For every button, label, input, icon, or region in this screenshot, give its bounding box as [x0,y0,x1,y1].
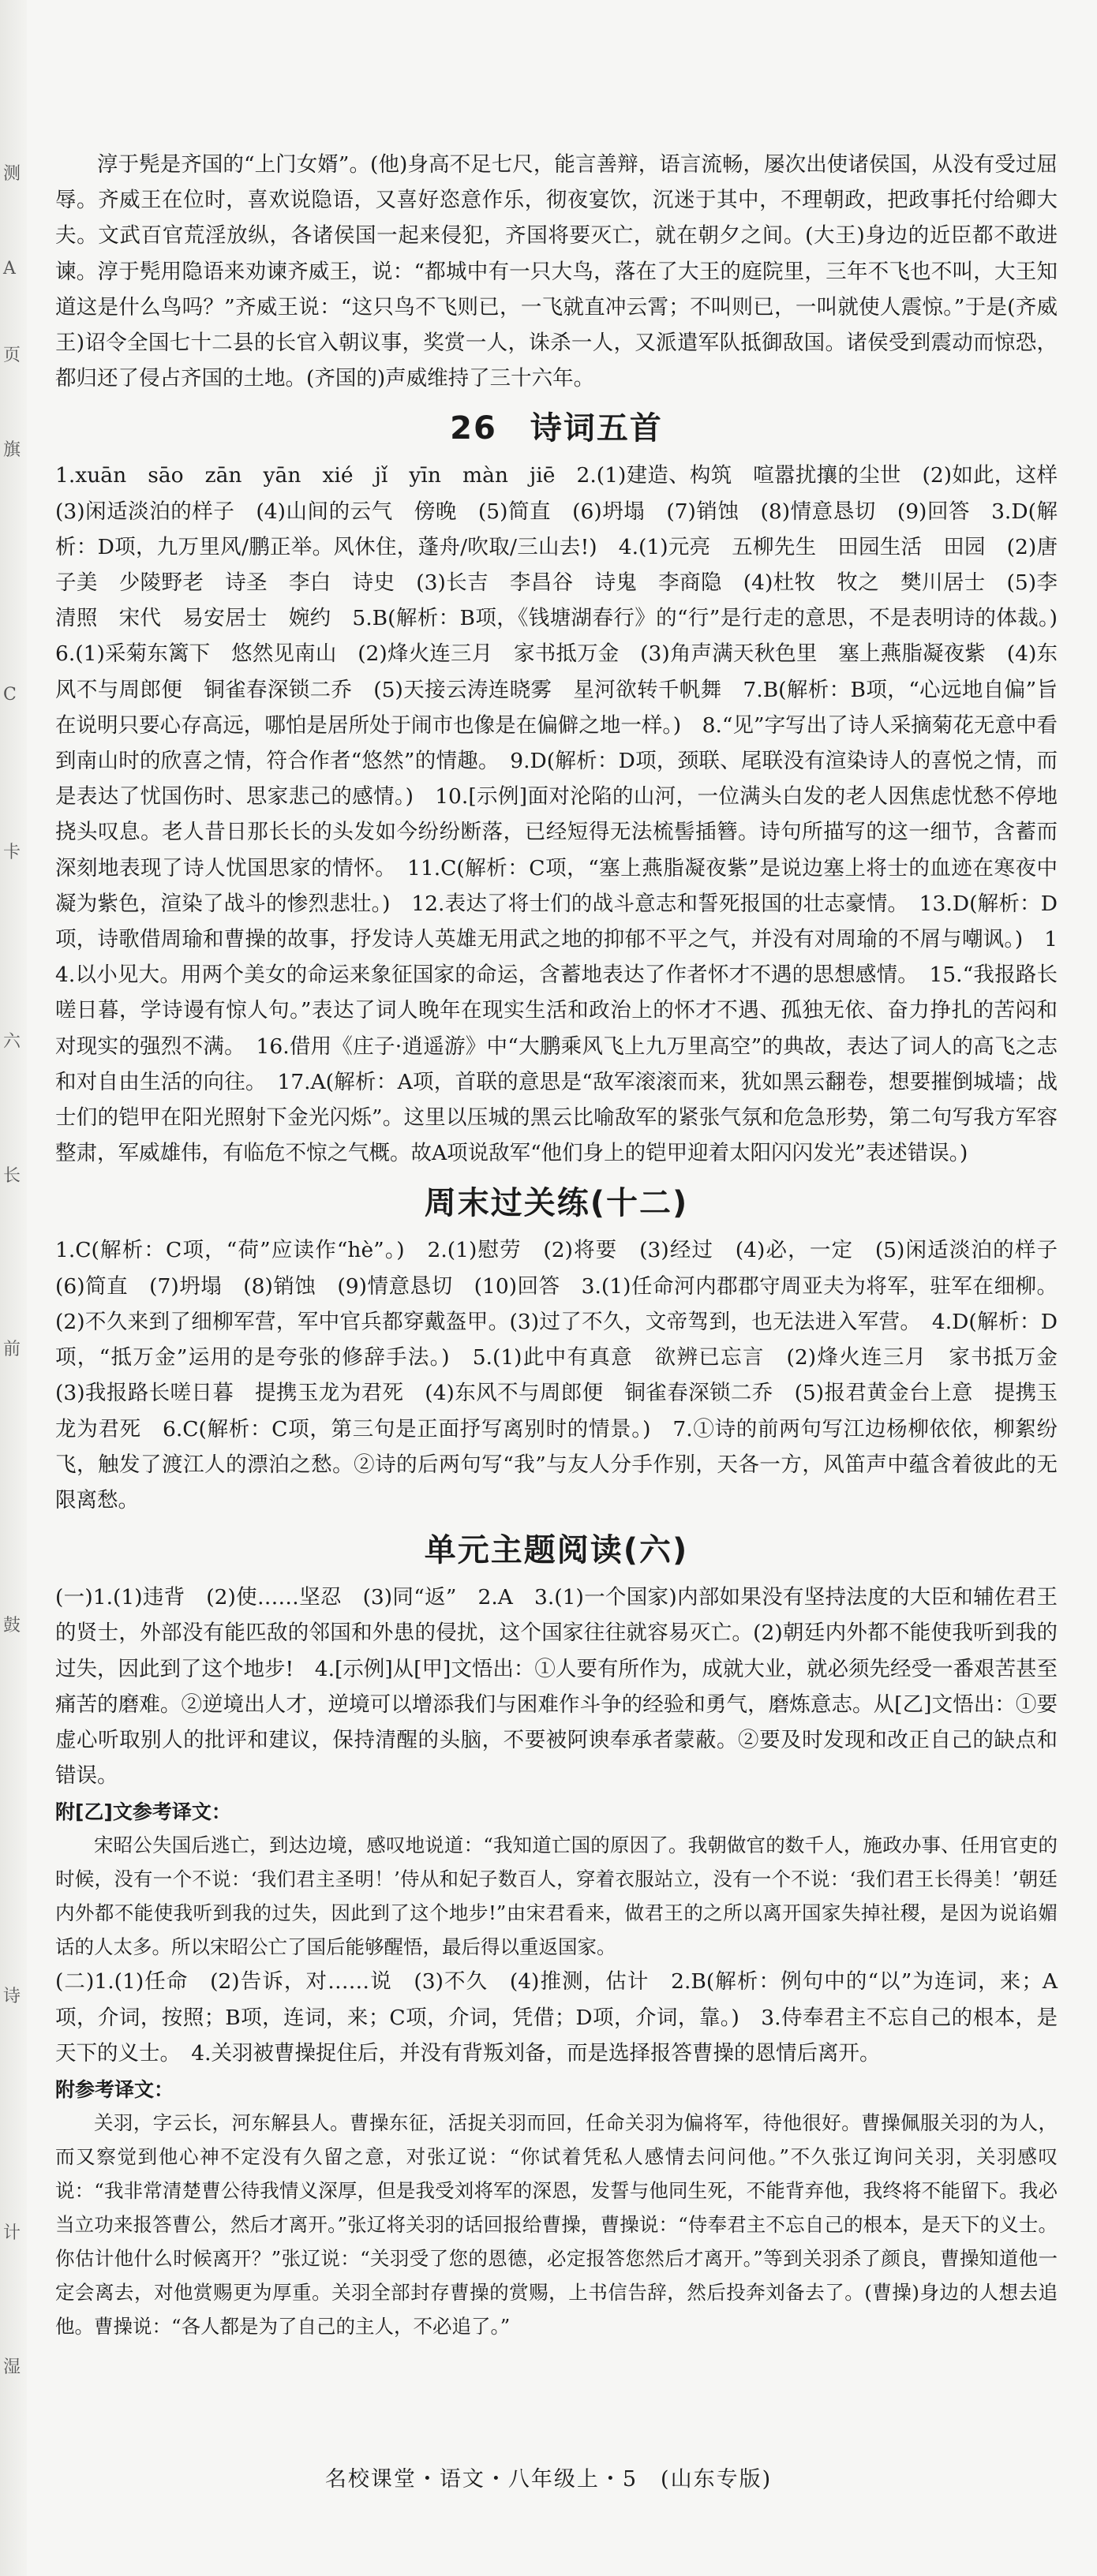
answers-unit-reading-part2: (二)1.(1)任命 (2)告诉，对……说 (3)不久 (4)推测，估计 2.B(解析：例句中的“以”为连词，来；A项，介词，按照；B项，连词，来；C项，介词，凭借；D项，介词，靠。) 3.侍奉君主不忘自己的根本，是天下的义士。 4.关羽被曹操捉住后，并没有背叛刘备，而是选择报答曹操的恩情后离开。 [55,1969,1058,2066]
section-title-weekend-practice: 周末过关练(十二) [424,1185,689,1222]
section-title-poems: 26 诗词五首 [450,410,663,447]
translation-yi: 宋昭公失国后逃亡，到达边境，感叹地说道：“我知道亡国的原因了。我朝做官的数千人，施政办事、任用官吏的时候，没有一个不说：‘我们君主圣明！’侍从和妃子数百人，穿着衣服站立，没有一个不说：‘我们君王长得美！’朝廷内外都不能使我听到我的过失，因此到了这个地步!”由宋君看来，做君王的之所以离开国家失掉社稷，是因为说谄媚话的人太多。所以宋昭公亡了国后能够醒悟，最后得以重返国家。 [55,1834,1058,1959]
translation-paragraph-chunyukun: 淳于髡是齐国的“上门女婿”。(他)身高不足七尺，能言善辩，语言流畅，屡次出使诸侯国，从没有受过屈辱。齐威王在位时，喜欢说隐语，又喜好恣意作乐，彻夜宴饮，沉迷于其中，不理朝政，把政事托付给卿大夫。文武百官荒淫放纵，各诸侯国一起来侵犯，齐国将要灭亡，就在朝夕之间。(大王)身边的近臣都不敢进谏。淳于髡用隐语来劝谏齐威王，说：“都城中有一只大鸟，落在了大王的庭院里，三年不飞也不叫，大王知道这是什么鸟吗？”齐威王说：“这只鸟不飞则已，一飞就直冲云霄；不叫则已，一叫就使人震惊。”于是(齐威王)诏令全国七十二县的长官入朝议事，奖赏一人，诛杀一人，又派遣军队抵御敌国。诸侯受到震动而惊恐，都归还了侵占齐国的土地。(齐国的)声威维持了三十六年。 [55,152,1058,391]
answers-unit-reading-part1: (一)1.(1)违背 (2)使……坚忍 (3)同“返” 2.A 3.(1)一个国家)内部如果没有坚持法度的大臣和辅佐君王的贤士，外部没有能匹敌的邻国和外患的侵扰，这个国家往往就容易灭亡。(2)朝廷内外都不能使我听到我的过失，因此到了这个地步! 4.[示例]从[甲]文悟出：①人要有所作为，成就大业，就必须先经受一番艰苦甚至痛苦的磨难。②逆境出人才，逆境可以增添我们与困难作斗争的经验和勇气，磨炼意志。从[乙]文悟出：①要虚心听取别人的批评和建议，保持清醒的头脑，不要被阿谀奉承者蒙蔽。②要及时发现和改正自己的缺点和错误。 [55,1585,1058,1789]
translation-heading-guanyu: 附参考译文： [55,2077,174,2101]
section-title-unit-reading: 单元主题阅读(六) [424,1532,689,1569]
answers-weekend-practice: 1.C(解析：C项，“荷”应读作“hè”。) 2.(1)慰劳 (2)将要 (3)经过 (4)必，一定 (5)闲适淡泊的样子 (6)简直 (7)坍塌 (8)销蚀 (9)情意恳切 (10)回答 3.(1)任命河内郡郡守周亚夫为将军，驻军在细柳。(2)不久来到了细柳军营，军中官兵都穿戴盔甲。(3)过了不久，文帝驾到，也无法进入军营。 4.D(解析：D项，“抵万金”运用的是夸张的修辞手法。) 5.(1)此中有真意 欲辨已忘言 (2)烽火连三月 家书抵万金 (3)我报路长嗟日暮 提携玉龙为君死 (4)东风不与周郎便 铜雀春深锁二乔 (5)报君黄金台上意 提携玉龙为君死 6.C(解析：C项，第三句是正面抒写离别时的情景。) 7.①诗的前两句写江边杨柳依依，柳絮纷飞，触发了渡江人的漂泊之愁。②诗的后两句写“我”与友人分手作别，天各一方，风笛声中蕴含着彼此的无限离愁。 [55,1238,1079,1512]
translation-heading-yi: 附[乙]文参考译文： [55,1800,231,1824]
translation-guanyu: 关羽，字云长，河东解县人。曹操东征，活捉关羽而回，任命关羽为偏将军，待他很好。曹操佩服关羽的为人，而又察觉到他心神不定没有久留之意，对张辽说：“你试着凭私人感情去问问他。”不久张辽询问关羽，关羽感叹说：“我非常清楚曹公待我情义深厚，但是我受刘将军的深恩，发誓与他同生死，不能背弃他，我终将不能留下。我必当立功来报答曹公，然后才离开。”张辽将关羽的话回报给曹操，曹操说：“侍奉君主不忘自己的根本，是天下的义士。你估计他什么时候离开？”张辽说：“关羽受了您的恩德，必定报答您然后才离开。”等到关羽杀了颜良，曹操知道他一定会离去，对他赏赐更为厚重。关羽全部封存曹操的赏赐，上书信告辞，然后投奔刘备去了。(曹操)身边的人想去追他。曹操说：“各人都是为了自己的主人，不必追了。” [55,2111,1058,2338]
binding-margin-bleed: 测 A 页 旗 C 卡 六 长 前 鼓 诗 计 湿 [0,0,27,2576]
page-footer: 名校课堂・语文・八年级上・5 (山东专版) [324,2467,773,2492]
answers-poems: 1.xuān sāo zān yān xié jǐ yīn màn jiē 2.(1)建造、构筑 喧嚣扰攘的尘世 (2)如此，这样 (3)闲适淡泊的样子 (4)山间的云气 傍晚 (5)简直 (6)坍塌 (7)销蚀 (8)情意恳切 (9)回答 3.D(解析：D项，九万里风/鹏正举。风休住，蓬舟/吹取/三山去!) 4.(1)元亮 五柳先生 田园生活 田园 (2)唐 子美 少陵野老 诗圣 李白 诗史 (3)长吉 李昌谷 诗鬼 李商隐 (4)杜牧 牧之 樊川居士 (5)李清照 宋代 易安居士 婉约 5.B(解析：B项，《钱塘湖春行》的“行”是行走的意思，不是表明诗的体裁。) 6.(1)采菊东篱下 悠然见南山 (2)烽火连三月 家书抵万金 (3)角声满天秋色里 塞上燕脂凝夜紫 (4)东风不与周郎便 铜雀春深锁二乔 (5)天接云涛连晓雾 星河欲转千帆舞 7.B(解析：B项，“心远地自偏”旨在说明只要心存高远，哪怕是居所处于闹市也像是在偏僻之地一样。) 8.“见”字写出了诗人采摘菊花无意中看到南山时的欣喜之情，符合作者“悠然”的情趣。 9.D(解析：D项，颈联、尾联没有渲染诗人的喜悦之情，而是表达了忧国伤时、思家悲己的感情。) 10.[示例]面对沦陷的山河，一位满头白发的老人因焦虑忧愁不停地挠头叹息。老人昔日那长长的头发如今纷纷断落，已经短得无法梳髻插簪。诗句所描写的这一细节，含蓄而深刻地表现了诗人忧国思家的情怀。 11.C(解析：C项，“塞上燕脂凝夜紫”是说边塞上将士的血迹在寒夜中凝为紫色，渲染了战斗的惨烈悲壮。) 12.表达了将士们的战斗意志和誓死报国的壮志豪情。 13.D(解析：D项，诗歌借周瑜和曹操的故事，抒发诗人英雄无用武之地的抑郁不平之气，并没有对周瑜的不屑与嘲讽。) 14.以小见大。用两个美女的命运来象征国家的命运，含蓄地表达了作者怀才不遇的思想感情。 15.“我报路长嗟日暮，学诗谩有惊人句。”表达了词人晚年在现实生活和政治上的怀才不遇、孤独无依、奋力挣扎的苦闷和对现实的强烈不满。 16.借用《庄子·逍遥游》中“大鹏乘风飞上九万里高空”的典故，表达了词人的高飞之志和对自由生活的向往。 17.A(解析：A项，首联的意思是“敌军滚滚而来，犹如黑云翻卷，想要摧倒城墙；战士们的铠甲在阳光照射下金光闪烁”。这里以压城的黑云比喻敌军的紧张气氛和危急形势，第二句写我方军容整肃，军威雄伟，有临危不惊之气概。故A项说敌军“他们身上的铠甲迎着太阳闪闪发光”表述错误。) [55,463,1079,1166]
answer-key-page [55,147,1079,2343]
